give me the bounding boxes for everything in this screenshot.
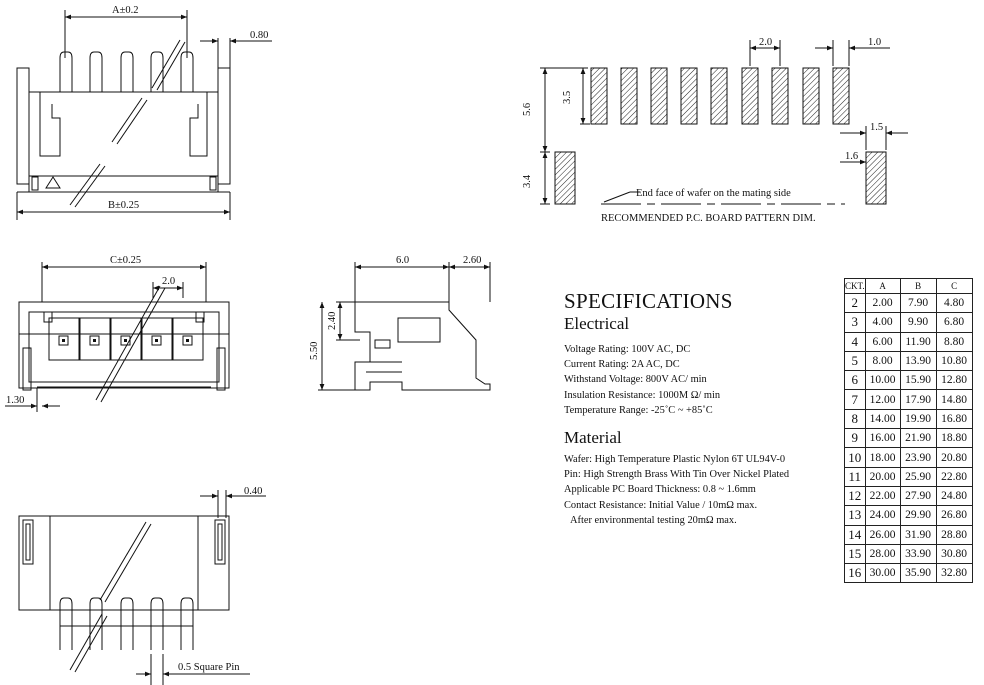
- pcb-dim-16-label: 1.6: [845, 151, 859, 162]
- table-header-cell: B: [900, 279, 936, 294]
- pcb-dim-34-label: 3.4: [522, 174, 533, 188]
- table-cell: 13.90: [900, 351, 936, 370]
- table-cell: 12.80: [936, 371, 972, 390]
- dim-130-label: 1.30: [6, 395, 25, 406]
- dim-60-label: 6.0: [396, 255, 410, 266]
- pcb-dim-15-label: 1.5: [870, 122, 884, 133]
- table-cell: 16.00: [865, 429, 900, 448]
- table-cell: 7.90: [900, 294, 936, 313]
- table-cell: 3: [845, 313, 866, 332]
- table-cell: 20.80: [936, 448, 972, 467]
- table-cell: 11.90: [900, 332, 936, 351]
- table-row: [845, 525, 973, 544]
- table-row: [845, 351, 973, 370]
- table-row: [845, 313, 973, 332]
- table-cell: 26.80: [936, 506, 972, 525]
- table-cell: 20.00: [865, 467, 900, 486]
- table-cell: 22.00: [865, 486, 900, 505]
- table-cell: 12.00: [865, 390, 900, 409]
- pcb-dim-10-label: 1.0: [868, 37, 882, 48]
- pcb-end-face-note: End face of wafer on the mating side: [636, 188, 791, 199]
- circuit-dimension-table: [844, 278, 973, 583]
- table-cell: 8: [845, 409, 866, 428]
- table-header-cell: C: [936, 279, 972, 294]
- material-heading: Material: [564, 428, 622, 448]
- table-cell: 21.90: [900, 429, 936, 448]
- table-cell: 10.00: [865, 371, 900, 390]
- table-row: [845, 390, 973, 409]
- table-cell: 25.90: [900, 467, 936, 486]
- table-cell: 28.80: [936, 525, 972, 544]
- spec-contact-resistance: Contact Resistance: Initial Value / 10mΩ max.: [564, 499, 758, 511]
- table-row: [845, 448, 973, 467]
- table-cell: 33.90: [900, 544, 936, 563]
- dim-240-label: 2.40: [327, 311, 338, 330]
- table-row: [845, 371, 973, 390]
- table-cell: 29.90: [900, 506, 936, 525]
- spec-pin: Pin: High Strength Brass With Tin Over Nickel Plated: [564, 469, 790, 481]
- table-cell: 35.90: [900, 564, 936, 583]
- table-cell: 4.00: [865, 313, 900, 332]
- pcb-pattern: [540, 40, 908, 204]
- dim-080-label: 0.80: [250, 30, 269, 41]
- table-row: [845, 294, 973, 313]
- table-cell: 10.80: [936, 351, 972, 370]
- table-row: [845, 564, 973, 583]
- table-cell: 24.80: [936, 486, 972, 505]
- table-row: [845, 409, 973, 428]
- spec-current: Current Rating: 2A AC, DC: [564, 359, 680, 371]
- table-cell: 18.00: [865, 448, 900, 467]
- table-cell: 13: [845, 506, 866, 525]
- table-cell: 6.00: [865, 332, 900, 351]
- spec-withstand: Withstand Voltage: 800V AC/ min: [564, 374, 707, 386]
- specifications-block: [564, 290, 824, 528]
- table-cell: 9: [845, 429, 866, 448]
- table-cell: 6.80: [936, 313, 972, 332]
- table-cell: 14.00: [865, 409, 900, 428]
- table-cell: 11: [845, 467, 866, 486]
- dim-c-label: C±0.25: [110, 255, 142, 266]
- table-cell: 4.80: [936, 294, 972, 313]
- table-cell: 32.80: [936, 564, 972, 583]
- table-cell: 8.00: [865, 351, 900, 370]
- table-cell: 18.80: [936, 429, 972, 448]
- table-cell: 19.90: [900, 409, 936, 428]
- dim-20-side-label: 2.0: [162, 276, 176, 287]
- spec-pcb-thickness: Applicable PC Board Thickness: 0.8 ~ 1.6mm: [564, 484, 756, 496]
- dim-square-pin-label: 0.5 Square Pin: [178, 662, 240, 673]
- pcb-dim-56-label: 5.6: [522, 102, 533, 116]
- spec-after-testing: After environmental testing 20mΩ max.: [570, 514, 737, 526]
- table-header-cell: CKT.: [845, 279, 866, 294]
- table-row: [845, 544, 973, 563]
- table-cell: 2: [845, 294, 866, 313]
- spec-wafer: Wafer: High Temperature Plastic Nylon 6T UL94V-0: [564, 454, 786, 466]
- top-view: [5, 262, 229, 412]
- dim-260-label: 2.60: [463, 255, 482, 266]
- table-cell: 30.00: [865, 564, 900, 583]
- table-row: [845, 429, 973, 448]
- spec-voltage: Voltage Rating: 100V AC, DC: [564, 344, 691, 355]
- table-cell: 26.00: [865, 525, 900, 544]
- table-cell: 12: [845, 486, 866, 505]
- table-cell: 30.80: [936, 544, 972, 563]
- table-cell: 10: [845, 448, 866, 467]
- spec-temperature: Temperature Range: -25˚C ~ +85˚C: [564, 404, 713, 416]
- table-cell: 22.80: [936, 467, 972, 486]
- table-cell: 4: [845, 332, 866, 351]
- table-cell: 9.90: [900, 313, 936, 332]
- pin-centers: [62, 339, 189, 342]
- spec-title: SPECIFICATIONS: [564, 289, 733, 313]
- table-cell: 2.00: [865, 294, 900, 313]
- table-cell: 28.00: [865, 544, 900, 563]
- spec-insulation: Insulation Resistance: 1000M Ω/ min: [564, 389, 721, 401]
- table-header-cell: A: [865, 279, 900, 294]
- table-cell: 15.90: [900, 371, 936, 390]
- side-view: [318, 262, 490, 390]
- dim-a-label: A±0.2: [112, 5, 139, 16]
- pcb-dim-20-label: 2.0: [759, 37, 773, 48]
- dim-550-label: 5.50: [309, 341, 320, 360]
- table-cell: 7: [845, 390, 866, 409]
- table-header-row: [845, 279, 973, 294]
- table-cell: 8.80: [936, 332, 972, 351]
- table-row: [845, 332, 973, 351]
- table-cell: 27.90: [900, 486, 936, 505]
- table-cell: 17.90: [900, 390, 936, 409]
- table-cell: 23.90: [900, 448, 936, 467]
- pcb-dim-35-label: 3.5: [562, 90, 573, 104]
- table-cell: 15: [845, 544, 866, 563]
- electrical-heading: Electrical: [564, 314, 630, 333]
- table-row: [845, 467, 973, 486]
- table-cell: 31.90: [900, 525, 936, 544]
- table-cell: 16: [845, 564, 866, 583]
- table-cell: 16.80: [936, 409, 972, 428]
- pcb-caption: RECOMMENDED P.C. BOARD PATTERN DIM.: [601, 213, 816, 224]
- table-cell: 14: [845, 525, 866, 544]
- table-cell: 14.80: [936, 390, 972, 409]
- dim-b-label: B±0.25: [108, 200, 140, 211]
- table-cell: 5: [845, 351, 866, 370]
- table-row: [845, 486, 973, 505]
- table-cell: 6: [845, 371, 866, 390]
- bottom-view: [19, 490, 266, 685]
- table-cell: 24.00: [865, 506, 900, 525]
- table-row: [845, 506, 973, 525]
- dim-040-label: 0.40: [244, 486, 263, 497]
- front-view: [17, 10, 272, 220]
